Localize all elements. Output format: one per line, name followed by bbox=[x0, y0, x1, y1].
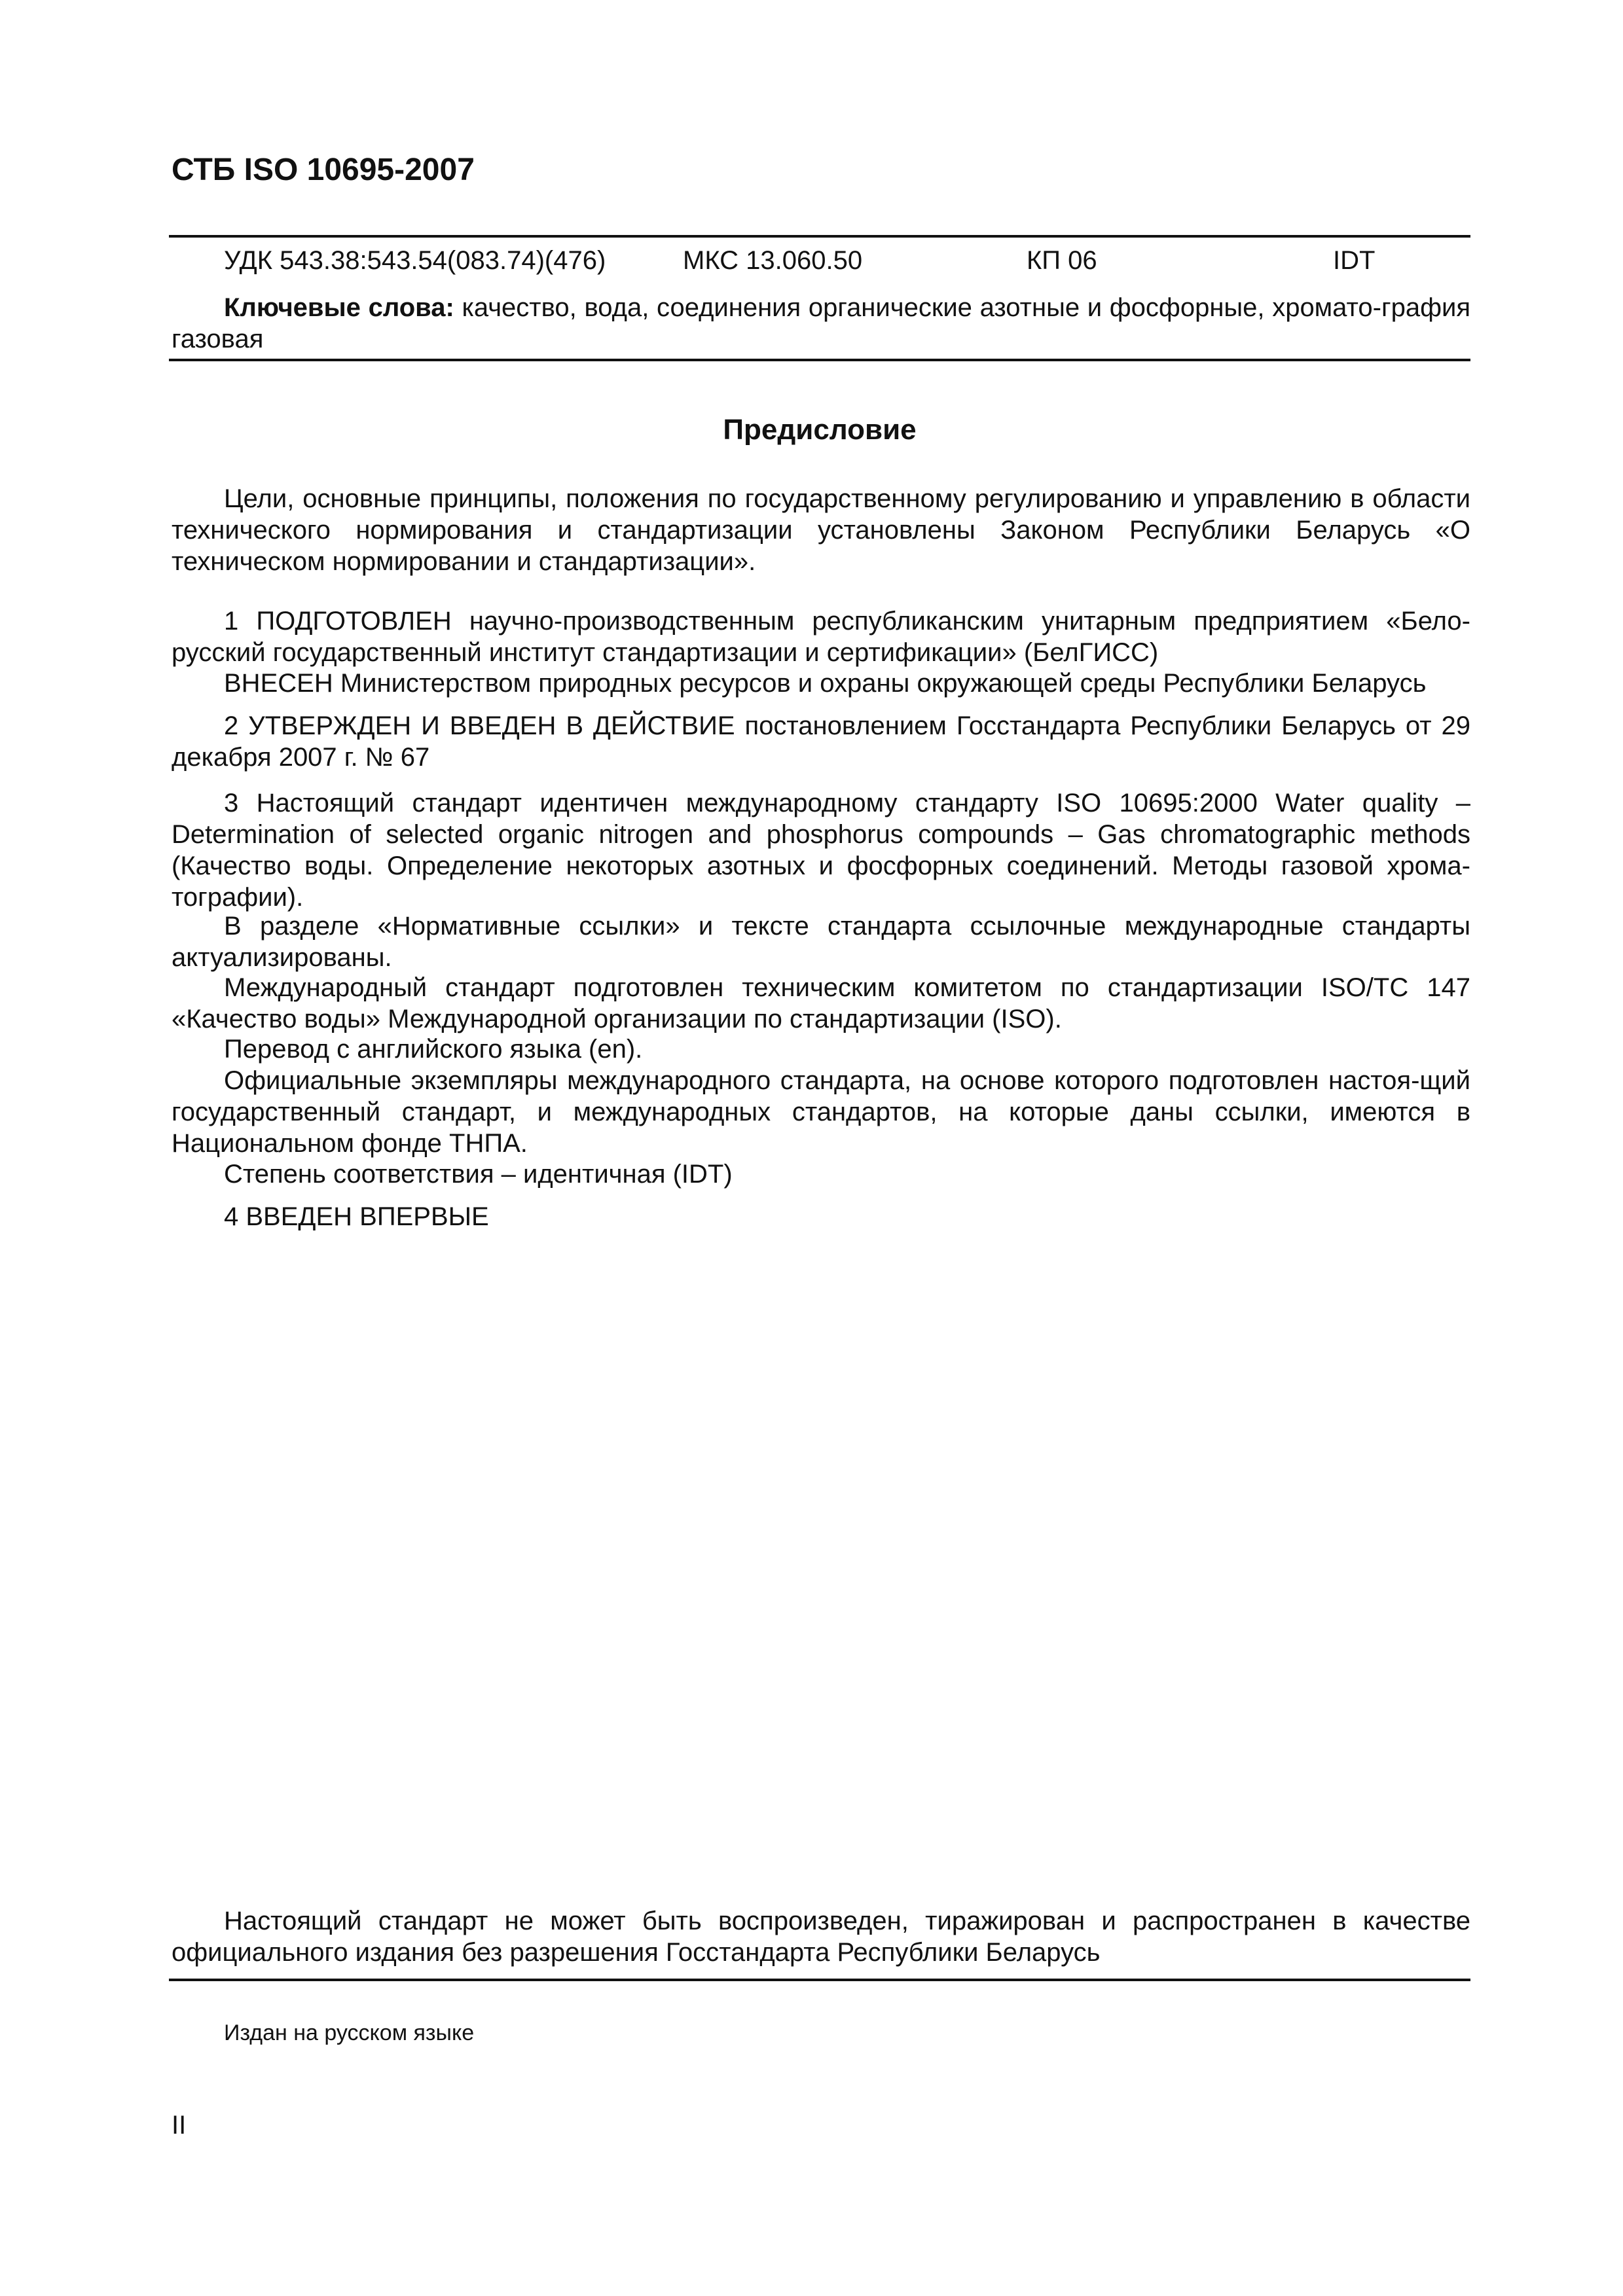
item-3-references: В разделе «Нормативные ссылки» и тексте стандарта ссылочные международные стандарты актуализированы. bbox=[172, 912, 1470, 972]
published-language: Издан на русском языке bbox=[224, 2020, 475, 2045]
item-3-copies: Официальные экземпляры международного стандарта, на основе которого подготовлен настоя-щий государственный стандарт, и международных стандартов, на которые даны ссылки, имеются в Национальном фонде ТНПА. bbox=[172, 1066, 1470, 1158]
keywords-text: качество, вода, соединения органические азотные и фосфорные, хромато-графия газовая bbox=[172, 293, 1470, 353]
udk-code: УДК 543.38:543.54(083.74)(476) bbox=[224, 246, 606, 275]
foreword-heading: Предисловие bbox=[723, 414, 917, 446]
keywords bbox=[172, 292, 1470, 355]
kp-code: КП 06 bbox=[1027, 246, 1097, 275]
item-3-translation: Перевод с английского языка (en). bbox=[224, 1035, 643, 1064]
footer-divider bbox=[169, 1979, 1470, 1981]
item-4: 4 ВВЕДЕН ВПЕРВЫЕ bbox=[224, 1202, 489, 1231]
idt-code: IDT bbox=[1333, 246, 1376, 275]
item-3-committee: Международный стандарт подготовлен техническим комитетом по стандартизации ISO/TC 147 «Качество воды» Международной организации по стандартизации (ISO). bbox=[172, 973, 1470, 1033]
item-2: 2 УТВЕРЖДЕН И ВВЕДЕН В ДЕЙСТВИЕ постановлением Госстандарта Республики Беларусь от 29 декабря 2007 г. № 67 bbox=[172, 711, 1470, 772]
foreword-intro: Цели, основные принципы, положения по государственному регулированию и управлению в области технического нормирования и стандартизации установлены Законом Республики Беларусь «О техническом нормировании и стандартизации». bbox=[172, 484, 1470, 576]
document-id: СТБ ISO 10695-2007 bbox=[172, 152, 475, 187]
item-1-submitted: ВНЕСЕН Министерством природных ресурсов и охраны окружающей среды Республики Беларусь bbox=[224, 669, 1427, 698]
item-3: 3 Настоящий стандарт идентичен международному стандарту ISO 10695:2000 Water quality – Determination of selected organic nitrogen and phosphorus compounds – Gas chromatographic methods (Качество воды. Определение некоторых азотных и фосфорных соединений. Методы газовой хрома-тографии). bbox=[172, 789, 1470, 912]
page-number: II bbox=[172, 2111, 187, 2140]
copyright-notice: Настоящий стандарт не может быть воспроизведен, тиражирован и распространен в качестве официального издания без разрешения Госстандарта Республики Беларусь bbox=[172, 1907, 1470, 1967]
top-divider bbox=[169, 235, 1470, 238]
keywords-divider bbox=[169, 359, 1470, 361]
item-3-conformity: Степень соответствия – идентичная (IDT) bbox=[224, 1160, 733, 1189]
item-1: 1 ПОДГОТОВЛЕН научно-производственным республиканским унитарным предприятием «Бело-русский государственный институт стандартизации и сертификации» (БелГИСС) bbox=[172, 607, 1470, 667]
keywords-label: Ключевые слова: bbox=[224, 293, 454, 322]
mks-code: МКС 13.060.50 bbox=[683, 246, 863, 275]
